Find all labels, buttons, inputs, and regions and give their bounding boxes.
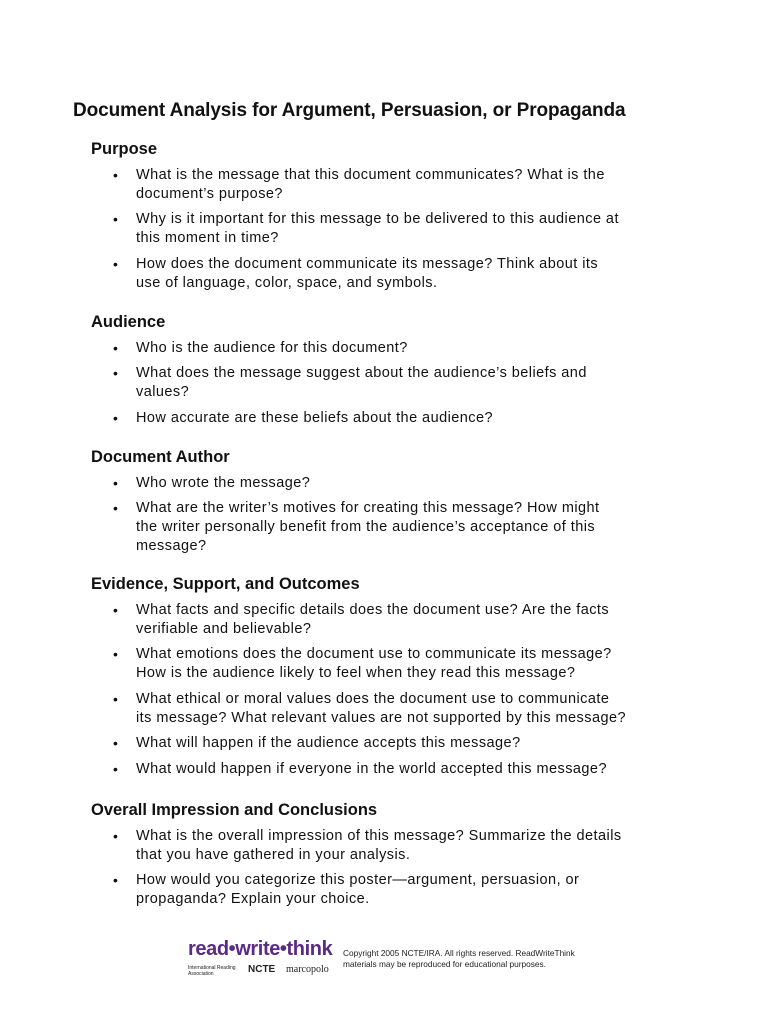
section-document-author — [91, 447, 691, 556]
page-title: Document Analysis for Argument, Persuasion, or Propaganda — [73, 100, 626, 121]
list-item: • How accurate are these beliefs about the audience? — [91, 409, 691, 428]
question-list — [91, 166, 691, 293]
section-overall-impression — [91, 800, 691, 909]
list-item: • How would you categorize this poster—argument, persuasion, or propaganda? Explain your choice. — [91, 871, 691, 909]
section-heading: Audience — [91, 313, 166, 331]
logo-wordmark: read•write•think — [188, 938, 333, 960]
list-item: • What are the writer’s motives for creating this message? How might the writer personally benefit from the audience’s acceptance of this message? — [91, 499, 691, 556]
list-item: • How does the document communicate its message? Think about its use of language, color, space, and symbols. — [91, 255, 691, 293]
list-item: • What facts and specific details does the document use? Are the facts verifiable and believable? — [91, 601, 691, 639]
list-item: • What will happen if the audience accepts this message? — [91, 734, 691, 753]
list-item: • Why is it important for this message to be delivered to this audience at this moment in time? — [91, 210, 691, 248]
question-list — [91, 339, 691, 428]
list-item: • What is the overall impression of this message? Summarize the details that you have gathered in your analysis. — [91, 827, 691, 865]
list-item: • What ethical or moral values does the document use to communicate its message? What relevant values are not supported by this message? — [91, 690, 691, 728]
copyright-notice: Copyright 2005 NCTE/IRA. All rights reserved. ReadWriteThink materials may be reproduced for educational purposes. — [343, 948, 575, 969]
section-audience — [91, 312, 691, 428]
section-heading: Overall Impression and Conclusions — [91, 801, 378, 819]
list-item: • What is the message that this document communicates? What is the document’s purpose? — [91, 166, 691, 204]
readwritethink-logo — [188, 940, 333, 978]
section-heading: Evidence, Support, and Outcomes — [91, 575, 360, 593]
list-item: • What emotions does the document use to communicate its message? How is the audience likely to feel when they read this message? — [91, 645, 691, 683]
page-footer — [188, 940, 608, 980]
ira-logo: International Reading Association — [188, 965, 236, 977]
section-evidence — [91, 574, 691, 779]
ncte-logo: NCTE — [248, 964, 276, 975]
section-heading: Document Author — [91, 448, 230, 466]
question-list — [91, 827, 691, 910]
marcopolo-logo: marcopolo — [286, 964, 329, 975]
section-purpose — [91, 139, 691, 293]
section-heading: Purpose — [91, 140, 158, 158]
list-item: • Who is the audience for this document? — [91, 339, 691, 358]
list-item: • What would happen if everyone in the world accepted this message? — [91, 760, 691, 779]
question-list — [91, 474, 691, 557]
list-item: • Who wrote the message? — [91, 474, 691, 493]
question-list — [91, 601, 691, 779]
list-item: • What does the message suggest about the audience’s beliefs and values? — [91, 364, 691, 402]
